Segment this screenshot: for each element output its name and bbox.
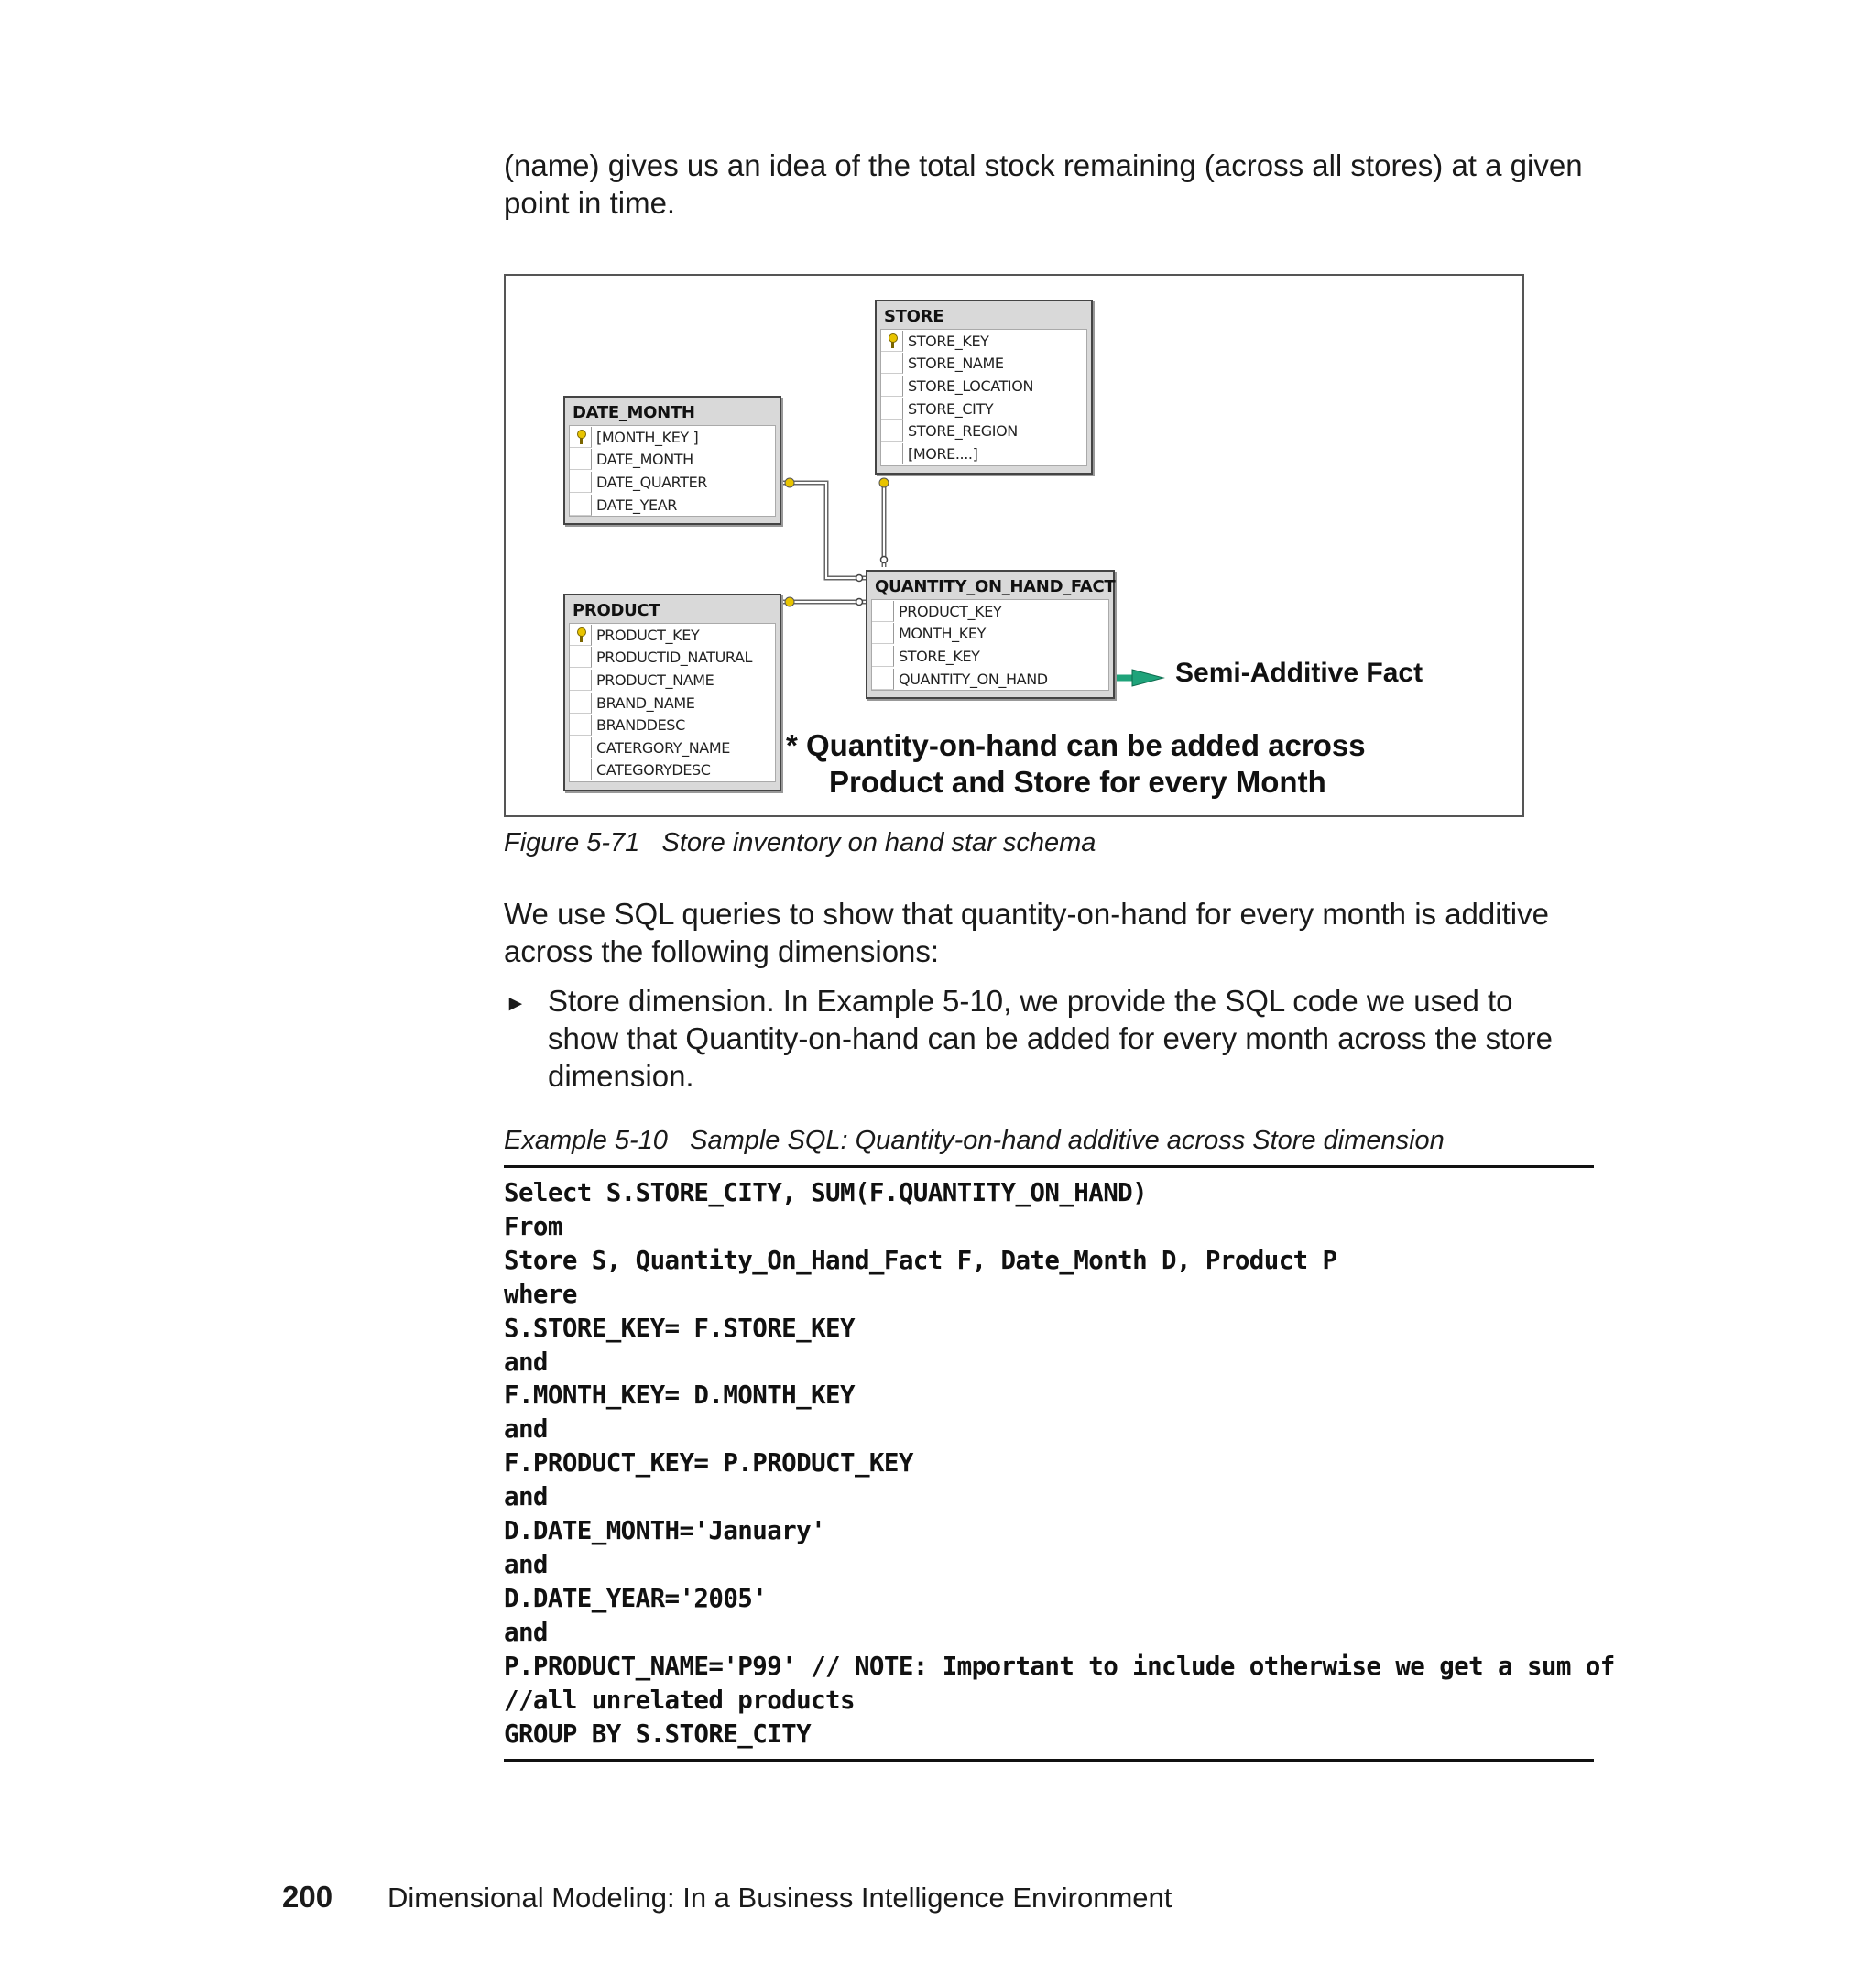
date-month-table-title: DATE_MONTH — [573, 403, 695, 422]
product-field-row: PRODUCTID_NATURAL — [570, 647, 775, 670]
store-key-endpoint — [879, 478, 889, 487]
example-top-rule — [504, 1165, 1594, 1168]
product-table-title: PRODUCT — [573, 601, 660, 620]
product-field-row: CATERGORY_NAME — [570, 737, 775, 759]
primary-key-icon — [576, 430, 585, 444]
date-month-field-row: [MONTH_KEY ] — [570, 426, 775, 449]
fact-many-endpoint-store — [881, 557, 888, 563]
product-field-row: BRAND_NAME — [570, 692, 775, 715]
fact-many-endpoint-date — [856, 575, 863, 582]
primary-key-icon — [888, 333, 897, 348]
figure-note-line-1: * Quantity-on-hand can be added across — [786, 728, 1366, 762]
product-table-fields — [569, 623, 776, 782]
store-table-title: STORE — [884, 307, 944, 326]
intro-line-1: (name) gives us an idea of the total stock remaining (across all stores) at a given — [504, 148, 1583, 182]
date-month-key-endpoint — [785, 478, 794, 487]
body-paragraph — [504, 895, 1549, 970]
product-field-row: CATEGORYDESC — [570, 759, 775, 782]
fact-field-row: STORE_KEY — [872, 645, 1108, 668]
intro-paragraph — [504, 147, 1583, 222]
date-month-field-row: DATE_MONTH — [570, 449, 775, 472]
bullet-paragraph — [548, 982, 1553, 1095]
product-field-row: BRANDDESC — [570, 714, 775, 737]
date-month-field-row: DATE_YEAR — [570, 494, 775, 517]
fact-table-fields — [871, 599, 1109, 691]
bullet-marker: ► — [505, 991, 527, 1016]
primary-key-icon — [576, 627, 585, 642]
fact-field-row: QUANTITY_ON_HAND — [872, 668, 1108, 691]
fact-many-endpoint-product — [856, 599, 863, 606]
body-line-2: across the following dimensions: — [504, 934, 940, 968]
quantity-on-hand-fact-table — [866, 570, 1115, 699]
store-field-row: STORE_NAME — [881, 353, 1086, 376]
store-table — [875, 300, 1093, 475]
sql-code-block: Select S.STORE_CITY, SUM(F.QUANTITY_ON_HAND) From Store S, Quantity_On_Hand_Fact F, Date_Month D, Product P where S.STORE_KEY= F.STORE_KEY and F.MONTH_KEY= D.MONTH_KEY and F.PRODUCT_KEY= P.PRODUCT_KEY and D.DATE_MONTH='January' and D.DATE_YEAR='2005' and P.PRODUCT_NAME='P99' // NOTE: Important to include otherwise we get a sum of //all unrelated products GROUP BY S.STORE_CITY — [504, 1178, 1615, 1749]
date-month-table — [563, 396, 781, 525]
fact-table-title: QUANTITY_ON_HAND_FACT — [875, 577, 1116, 596]
product-table — [563, 594, 781, 791]
store-field-row: STORE_KEY — [881, 330, 1086, 353]
bullet-line-1: Store dimension. In Example 5-10, we provide the SQL code we used to — [548, 984, 1513, 1018]
semi-additive-fact-label: Semi-Additive Fact — [1175, 658, 1423, 688]
store-field-row: [MORE....] — [881, 442, 1086, 465]
store-field-row: STORE_CITY — [881, 398, 1086, 420]
example-caption: Example 5-10 Sample SQL: Quantity-on-hand additive across Store dimension — [504, 1126, 1445, 1155]
figure-caption: Figure 5-71 Store inventory on hand star schema — [504, 828, 1096, 857]
bullet-line-2: show that Quantity-on-hand can be added for every month across the store — [548, 1021, 1553, 1055]
store-field-row: STORE_REGION — [881, 420, 1086, 442]
date-month-relationship-line — [783, 483, 866, 578]
example-bottom-rule — [504, 1759, 1594, 1762]
store-table-fields — [880, 329, 1087, 466]
figure-note-line-2: Product and Store for every Month — [829, 765, 1326, 799]
fact-field-row: MONTH_KEY — [872, 623, 1108, 646]
store-field-row: STORE_LOCATION — [881, 375, 1086, 398]
product-field-row: PRODUCT_KEY — [570, 624, 775, 647]
fact-field-row: PRODUCT_KEY — [872, 600, 1108, 623]
product-key-endpoint — [785, 597, 794, 606]
page-number: 200 — [282, 1880, 333, 1914]
bullet-line-3: dimension. — [548, 1059, 694, 1093]
semi-additive-arrowhead — [1132, 670, 1163, 686]
intro-line-2: point in time. — [504, 186, 676, 220]
date-month-table-fields — [569, 425, 776, 517]
product-field-row: PRODUCT_NAME — [570, 669, 775, 692]
body-line-1: We use SQL queries to show that quantity-on-hand for every month is additive — [504, 897, 1549, 931]
date-month-field-row: DATE_QUARTER — [570, 471, 775, 494]
book-title: Dimensional Modeling: In a Business Intelligence Environment — [387, 1882, 1172, 1914]
